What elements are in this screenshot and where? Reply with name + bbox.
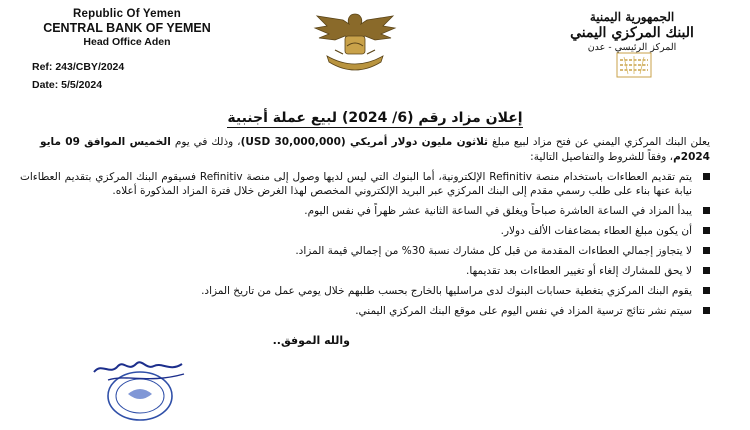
eagle-emblem-icon (305, 6, 405, 78)
country-name: Republic Of Yemen (73, 8, 181, 20)
auction-terms-list (20, 170, 710, 324)
list-item: لا يحق للمشارك إلغاء أو تغيير العطاءات بعد تقديمها. (20, 264, 710, 278)
bank-name-english: CENTRAL BANK OF YEMEN (43, 21, 211, 35)
closing-phrase: والله الموفق.. (272, 334, 350, 347)
announcement-intro: يعلن البنك المركزي اليمني عن فتح مزاد لبيع مبلغ ثلاثون مليون دولار أمريكي (30,000,000 USD)، وذلك في يوم الخميس الموافق 09 مايو 2024م، وفقاً للشروط والتفاصيل التالية: (40, 136, 711, 163)
list-item: يقوم البنك المركزي بتغطية حسابات البنوك لدى مراسليها بالخارج بحسب طلبهم خلال يومي عمل من تاريخ المزاد. (20, 284, 710, 298)
list-item: لا يتجاوز إجمالي العطاءات المقدمة من قبل كل مشارك نسبة 30% من إجمالي قيمة المزاد. (20, 244, 710, 258)
bank-stamp-signature (88, 358, 198, 422)
list-item: يتم تقديم العطاءات باستخدام منصة Refinitiv الإلكترونية، أما البنوك التي ليس لديها وصول إلى منصة Refinitiv فسيقوم البنك المركزي بتقديم العطاءات نيابة عنها بناء على طلب رسمي مقدم إلى البنك المركزي عبر البريد الإلكتروني المخصص لهذا الغرض خلال فترة المزاد المذكورة أعلاه. (20, 170, 710, 198)
office-name-arabic: المركز الرئيسي - عدن (587, 42, 677, 53)
list-item: يبدأ المزاد في الساعة العاشرة صباحاً ويغلق في الساعة الثانية عشر ظهراً في نفس اليوم. (20, 204, 710, 218)
list-item: أن يكون مبلغ العطاء بمضاعفات الألف دولار. (20, 224, 710, 238)
office-name-english: Head Office Aden (83, 36, 171, 48)
bank-name-arabic: البنك المركزي اليمني (570, 25, 694, 41)
reference-number: Ref: 243/CBY/2024 (32, 61, 125, 73)
document-date: Date: 5/5/2024 (32, 79, 103, 91)
auction-amount: ثلاثون مليون دولار أمريكي (30,000,000 USD) (240, 136, 488, 148)
gold-bank-logo-icon (616, 52, 652, 78)
country-name-arabic: الجمهورية اليمنية (589, 10, 675, 24)
letterhead-arabic (532, 10, 732, 53)
letterhead-english (22, 8, 232, 91)
auction-day: الخميس الموافق 09 مايو 2024م (40, 136, 710, 163)
list-item: سيتم نشر نتائج ترسية المزاد في نفس اليوم على موقع البنك المركزي اليمني. (20, 304, 710, 318)
announcement-title: إعلان مزاد رقم (6/ 2024) لبيع عملة أجنبية (227, 110, 523, 126)
